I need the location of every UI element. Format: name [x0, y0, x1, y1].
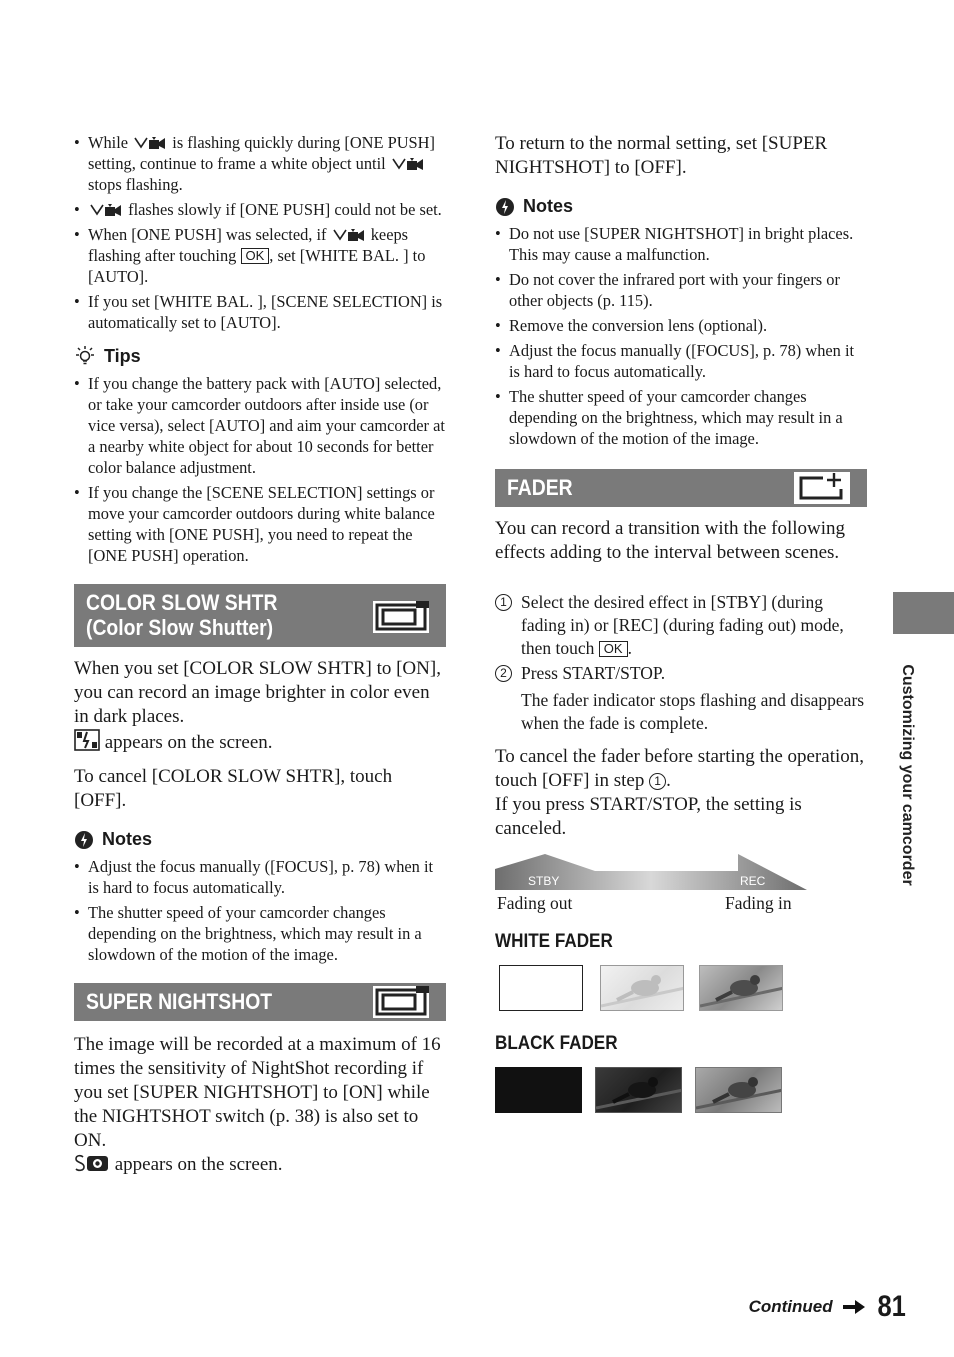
lightbulb-icon	[74, 345, 96, 367]
color-slow-description: When you set [COLOR SLOW SHTR] to [ON], you can record an image brighter in color even in dark places.	[74, 658, 441, 727]
color-slow-appears: appears on the screen.	[74, 729, 446, 755]
super-nightshot-appears: appears on the screen.	[74, 1153, 446, 1177]
list-item: • When [ONE PUSH] was selected, if keeps flashing after touching OK , set [WHITE BAL. ] to [AUTO].	[74, 224, 446, 287]
super-nightshot-return: To return to the normal setting, set [SUPER NIGHTSHOT] to [OFF].	[495, 133, 828, 178]
list-item: • The shutter speed of your camcorder changes depending on the brightness, which may result in a slowdown of the motion of the image.	[74, 902, 446, 965]
step-number: 1	[495, 594, 512, 611]
white-balance-one-push-icon	[134, 136, 166, 150]
color-slow-shutter-icon	[74, 729, 100, 751]
list-item: • If you change the battery pack with [AUTO] selected, or take your camcorder outdoors after inside use (or vice versa), select [AUTO] and aim your camcorder at a nearby white object for about 10 seconds for better color balance adjustment.	[74, 373, 446, 478]
list-item: • The shutter speed of your camcorder changes depending on the brightness, which may result in a slowdown of the motion of the image.	[495, 386, 867, 449]
fader-steps	[495, 591, 867, 735]
list-item: • Do not cover the infrared port with your fingers or other objects (p. 115).	[495, 269, 867, 311]
bird-image	[596, 1068, 682, 1113]
tips-list	[74, 373, 446, 566]
chapter-label: Customizing your camcorder	[899, 664, 916, 886]
fader-cancel-note: If you press START/STOP, the setting is canceled.	[495, 794, 802, 839]
fader-step-2-detail: The fader indicator stops flashing and disappears when the fade is complete.	[521, 690, 865, 733]
super-nightshot-notes-list	[495, 223, 867, 449]
white-balance-notes	[74, 132, 446, 333]
chapter-tab	[893, 592, 954, 634]
arrow-right-icon	[843, 1300, 865, 1314]
black-fader-frame-dark	[595, 1067, 682, 1113]
black-fader-heading: BLACK FADER	[495, 1033, 618, 1054]
list-item: • Remove the conversion lens (optional).	[495, 315, 867, 336]
color-slow-notes-list	[74, 856, 446, 965]
list-item: • If you change the [SCENE SELECTION] settings or move your camcorder outdoors during white balance setting with [ONE PUSH], you need to repeat the [ONE PUSH] operation.	[74, 482, 446, 566]
camera-mode-icon	[372, 600, 430, 634]
white-fader-heading: WHITE FADER	[495, 931, 613, 952]
fader-intro: You can record a transition with the following effects adding to the interval between scenes.	[495, 518, 846, 563]
white-balance-one-push-icon	[333, 228, 365, 242]
step-number: 2	[495, 665, 512, 682]
black-fader-sequence	[495, 1067, 867, 1123]
continued-label: Continued	[748, 1297, 833, 1316]
black-fader-frame-image	[695, 1067, 782, 1113]
fader-step-1: 1 Select the desired effect in [STBY] (during fading in) or [REC] (during fading out) mode, then touch OK .	[495, 591, 867, 660]
super-nightshot-description: The image will be recorded at a maximum of 16 times the sensitivity of NightShot recording if you set [SUPER NIGHTSHOT] to [ON] while the NIGHTSHOT switch (p. 38) is also set to ON.	[74, 1034, 441, 1151]
white-balance-one-push-icon	[392, 157, 424, 171]
fader-cancel: To cancel the fader before starting the operation, touch [OFF] in step 1 .	[495, 746, 864, 791]
section-title: SUPER NIGHTSHOT	[86, 989, 273, 1014]
list-item: • While is flashing quickly during [ONE PUSH] setting, continue to frame a white object until stops flashing.	[74, 132, 446, 195]
color-slow-shutter-header	[74, 584, 446, 647]
super-nightshot-header	[74, 983, 446, 1021]
section-subtitle: (Color Slow Shutter)	[86, 615, 274, 640]
ok-button-icon: OK	[599, 641, 628, 657]
black-fader-frame-black	[495, 1067, 582, 1113]
right-column	[495, 132, 867, 1123]
list-item: • Do not use [SUPER NIGHTSHOT] in bright places. This may cause a malfunction.	[495, 223, 867, 265]
bird-image	[601, 966, 684, 1011]
notes-icon	[74, 830, 94, 850]
rec-label: REC	[740, 874, 766, 888]
super-nightshot-icon	[74, 1153, 110, 1173]
white-fader-sequence	[495, 965, 867, 1021]
white-fader-frame-white	[499, 965, 583, 1011]
section-title: COLOR SLOW SHTR	[86, 590, 278, 615]
left-column	[74, 132, 446, 1177]
fader-diagram	[495, 853, 867, 923]
list-item: • flashes slowly if [ONE PUSH] could not be set.	[74, 199, 446, 220]
bird-image	[700, 966, 783, 1011]
notes-heading: Notes	[495, 196, 867, 217]
fader-step-2: 2 Press START/STOP.	[495, 662, 867, 685]
list-item: • Adjust the focus manually ([FOCUS], p. 78) when it is hard to focus automatically.	[74, 856, 446, 898]
tips-heading: Tips	[74, 345, 446, 367]
section-title: FADER	[507, 475, 573, 500]
fader-mode-icon	[793, 471, 851, 505]
list-item: • If you set [WHITE BAL. ], [SCENE SELECTION] is automatically set to [AUTO].	[74, 291, 446, 333]
bird-image	[696, 1068, 782, 1113]
step-number: 1	[649, 773, 666, 790]
stby-label: STBY	[528, 874, 560, 888]
notes-icon	[495, 197, 515, 217]
fading-out-label: Fading out	[497, 893, 573, 913]
white-fader-frame-image	[699, 965, 783, 1011]
color-slow-cancel: To cancel [COLOR SLOW SHTR], touch [OFF].	[74, 766, 393, 811]
white-fader-frame-light	[600, 965, 684, 1011]
page-footer	[749, 1290, 908, 1324]
list-item: • Adjust the focus manually ([FOCUS], p. 78) when it is hard to focus automatically.	[495, 340, 867, 382]
notes-heading: Notes	[74, 829, 446, 850]
camera-mode-icon	[372, 985, 430, 1019]
page-number: 81	[877, 1290, 906, 1323]
white-balance-one-push-icon	[90, 203, 122, 217]
fading-in-label: Fading in	[725, 893, 792, 913]
fader-header	[495, 469, 867, 507]
ok-button-icon: OK	[241, 248, 270, 264]
